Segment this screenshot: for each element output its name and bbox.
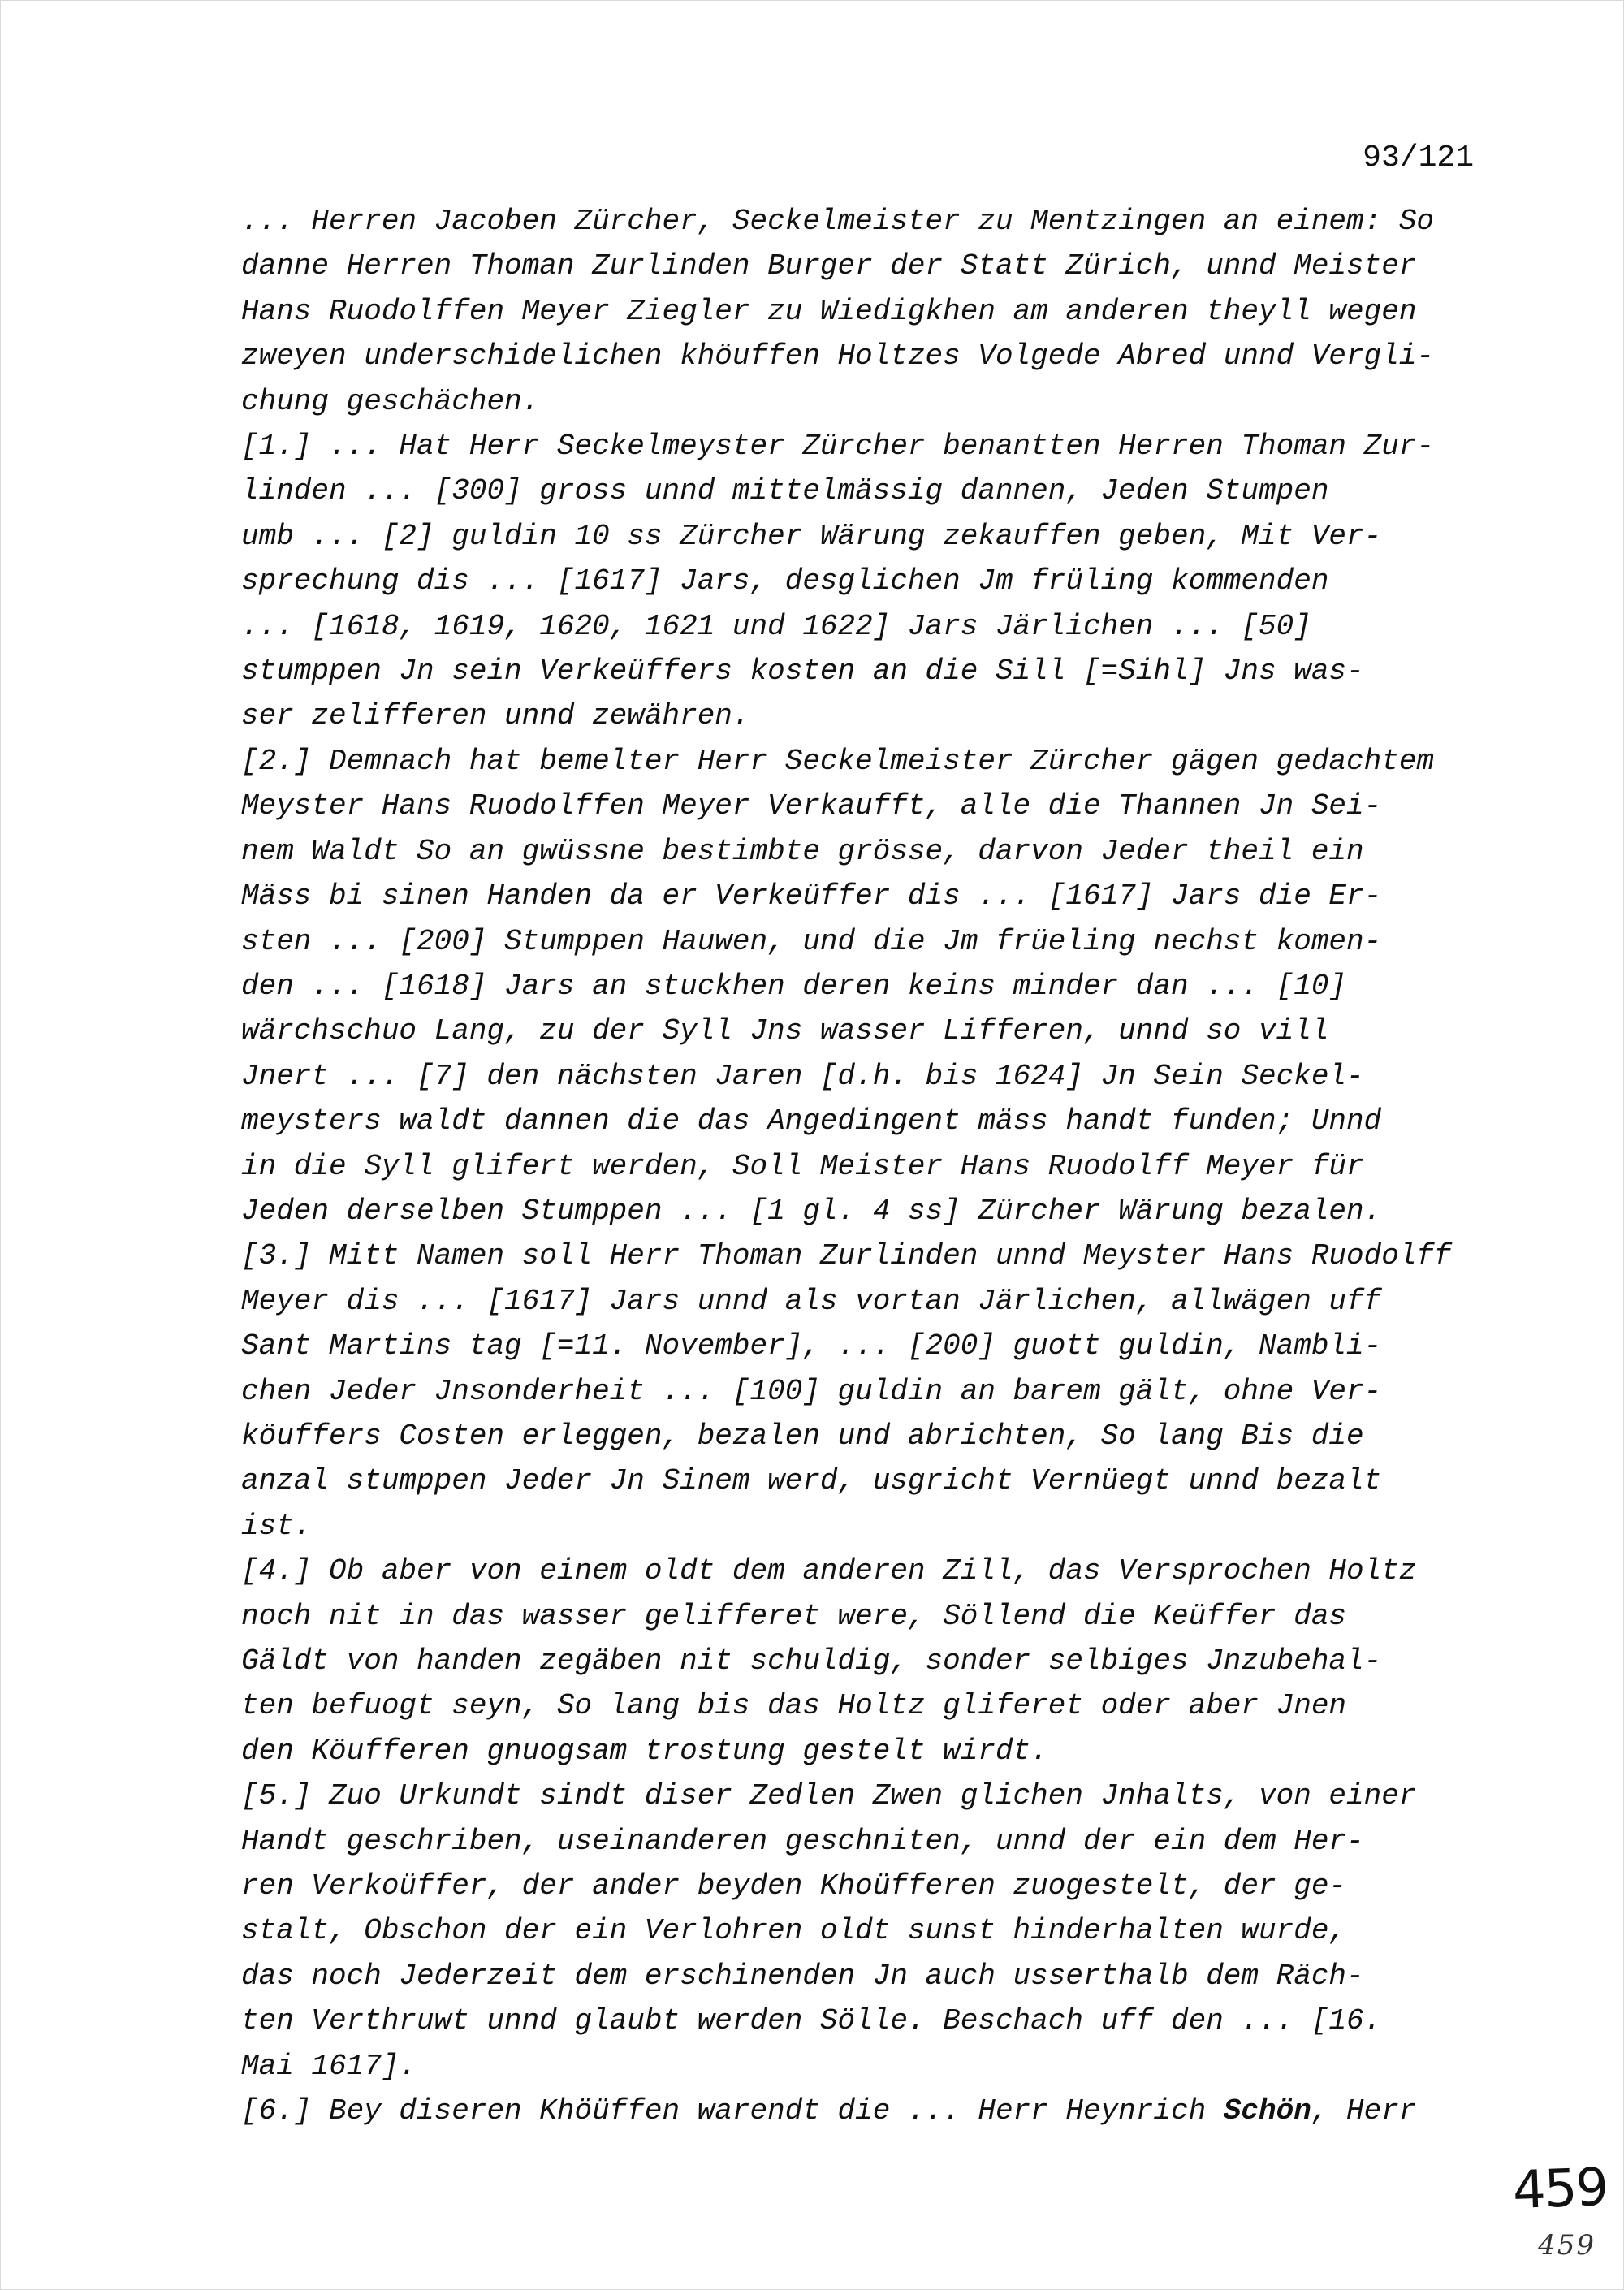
text-line: stumppen Jn sein Verkeüffers kosten an die Sill [=Sihl] Jns was- — [241, 655, 1364, 689]
text-line: ... [1618, 1619, 1620, 1621 und 1622] Jars Järlichen ... [50] — [241, 609, 1311, 643]
item-4 — [241, 1549, 1500, 1774]
text-line: chen Jeder Jnsonderheit ... [100] guldin an barem gält, ohne Ver- — [241, 1374, 1382, 1408]
text-line: nem Waldt So an gwüssne bestimbte grösse, darvon Jeder theil ein — [241, 834, 1364, 868]
text-line: [2.] Demnach hat bemelter Herr Seckelmeister Zürcher gägen gedachtem — [241, 744, 1435, 778]
item-6 — [241, 2089, 1500, 2133]
name-schoen: Schön — [1223, 2094, 1311, 2128]
text-line — [241, 2089, 1500, 2133]
text-line: den Köufferen gnuogsam trostung gestelt wirdt. — [241, 1734, 1048, 1768]
text-line: [3.] Mitt Namen soll Herr Thoman Zurlinden unnd Meyster Hans Ruodolff — [241, 1239, 1452, 1273]
text-line: umb ... [2] guldin 10 ss Zürcher Wärung zekauffen geben, Mit Ver- — [241, 519, 1382, 553]
text-line: noch nit in das wasser gelifferet were, Söllend die Keüffer das — [241, 1599, 1347, 1633]
text-line: das noch Jederzeit dem erschinenden Jn auch usserthalb dem Räch- — [241, 1959, 1364, 1993]
item-3 — [241, 1234, 1500, 1549]
text-line: zweyen underschidelichen khöuffen Holtzes Volgede Abred unnd Vergli- — [241, 339, 1435, 374]
intro-paragraph — [241, 199, 1500, 424]
text-line: ser zelifferen unnd zewähren. — [241, 699, 750, 733]
text-line: danne Herren Thoman Zurlinden Burger der Statt Zürich, unnd Meister — [241, 249, 1417, 283]
item-2 — [241, 739, 1500, 1234]
handwritten-page-number-small: 459 — [1538, 2229, 1596, 2262]
text-line: in die Syll glifert werden, Soll Meister Hans Ruodolff Meyer für — [241, 1149, 1364, 1183]
text-line: Sant Martins tag [=11. November], ... [200] guott guldin, Nambli- — [241, 1329, 1382, 1363]
item-1 — [241, 424, 1500, 739]
text-line: Mäss bi sinen Handen da er Verkeüffer dis ... [1617] Jars die Er- — [241, 879, 1382, 914]
text-line: wärchschuo Lang, zu der Syll Jns wasser Lifferen, unnd so vill — [241, 1014, 1329, 1048]
text-line: [4.] Ob aber von einem oldt dem anderen Zill, das Versprochen Holtz — [241, 1554, 1417, 1588]
document-body — [241, 199, 1500, 2133]
text-line: sten ... [200] Stumppen Hauwen, und die Jm früeling nechst komen- — [241, 924, 1382, 958]
text-line: anzal stumppen Jeder Jn Sinem werd, usgricht Vernüegt unnd bezalt — [241, 1464, 1382, 1498]
item-6-suffix: , Herr — [1311, 2094, 1417, 2128]
text-line: linden ... [300] gross unnd mittelmässig dannen, Jeden Stumpen — [241, 474, 1329, 508]
text-line: Hans Ruodolffen Meyer Ziegler zu Wiedigkhen am anderen theyll wegen — [241, 294, 1417, 328]
text-line: ist. — [241, 1509, 312, 1543]
item-5 — [241, 1774, 1500, 2089]
text-line: Handt geschriben, useinanderen geschniten, unnd der ein dem Her- — [241, 1824, 1364, 1858]
page-number: 93/121 — [1363, 140, 1474, 175]
text-line: Meyster Hans Ruodolffen Meyer Verkaufft, alle die Thannen Jn Sei- — [241, 789, 1382, 823]
text-line: ten befuogt seyn, So lang bis das Holtz gliferet oder aber Jnen — [241, 1689, 1347, 1723]
text-line: ten Verthruwt unnd glaubt werden Sölle. Beschach uff den ... [16. — [241, 2004, 1382, 2038]
text-line: Mai 1617]. — [241, 2049, 417, 2083]
text-line: meysters waldt dannen die das Angedingent mäss handt funden; Unnd — [241, 1104, 1382, 1139]
handwritten-page-number: 459 — [1511, 2157, 1609, 2222]
text-line: chung geschächen. — [241, 384, 540, 418]
text-line: stalt, Obschon der ein Verlohren oldt sunst hinderhalten wurde, — [241, 1914, 1347, 1948]
text-line: [1.] ... Hat Herr Seckelmeyster Zürcher benantten Herren Thoman Zur- — [241, 430, 1435, 464]
item-6-prefix: [6.] Bey diseren Khöüffen warendt die ... Herr Heynrich — [241, 2094, 1224, 2128]
text-line: sprechung dis ... [1617] Jars, desglichen Jm früling kommenden — [241, 564, 1329, 598]
text-line: ren Verkoüffer, der ander beyden Khoüfferen zuogestelt, der ge- — [241, 1869, 1347, 1903]
text-line: Gäldt von handen zegäben nit schuldig, sonder selbiges Jnzubehal- — [241, 1644, 1382, 1678]
text-line: ... Herren Jacoben Zürcher, Seckelmeister zu Mentzingen an einem: So — [241, 205, 1435, 238]
text-line: [5.] Zuo Urkundt sindt diser Zedlen Zwen glichen Jnhalts, von einer — [241, 1779, 1417, 1813]
text-line: Jnert ... [7] den nächsten Jaren [d.h. bis 1624] Jn Sein Seckel- — [241, 1059, 1364, 1093]
text-line: den ... [1618] Jars an stuckhen deren keins minder dan ... [10] — [241, 969, 1347, 1003]
text-line: Meyer dis ... [1617] Jars unnd als vortan Järlichen, allwägen uff — [241, 1284, 1382, 1318]
text-line: Jeden derselben Stumppen ... [1 gl. 4 ss] Zürcher Wärung bezalen. — [241, 1194, 1382, 1228]
text-line: köuffers Costen erleggen, bezalen und abrichten, So lang Bis die — [241, 1419, 1364, 1453]
